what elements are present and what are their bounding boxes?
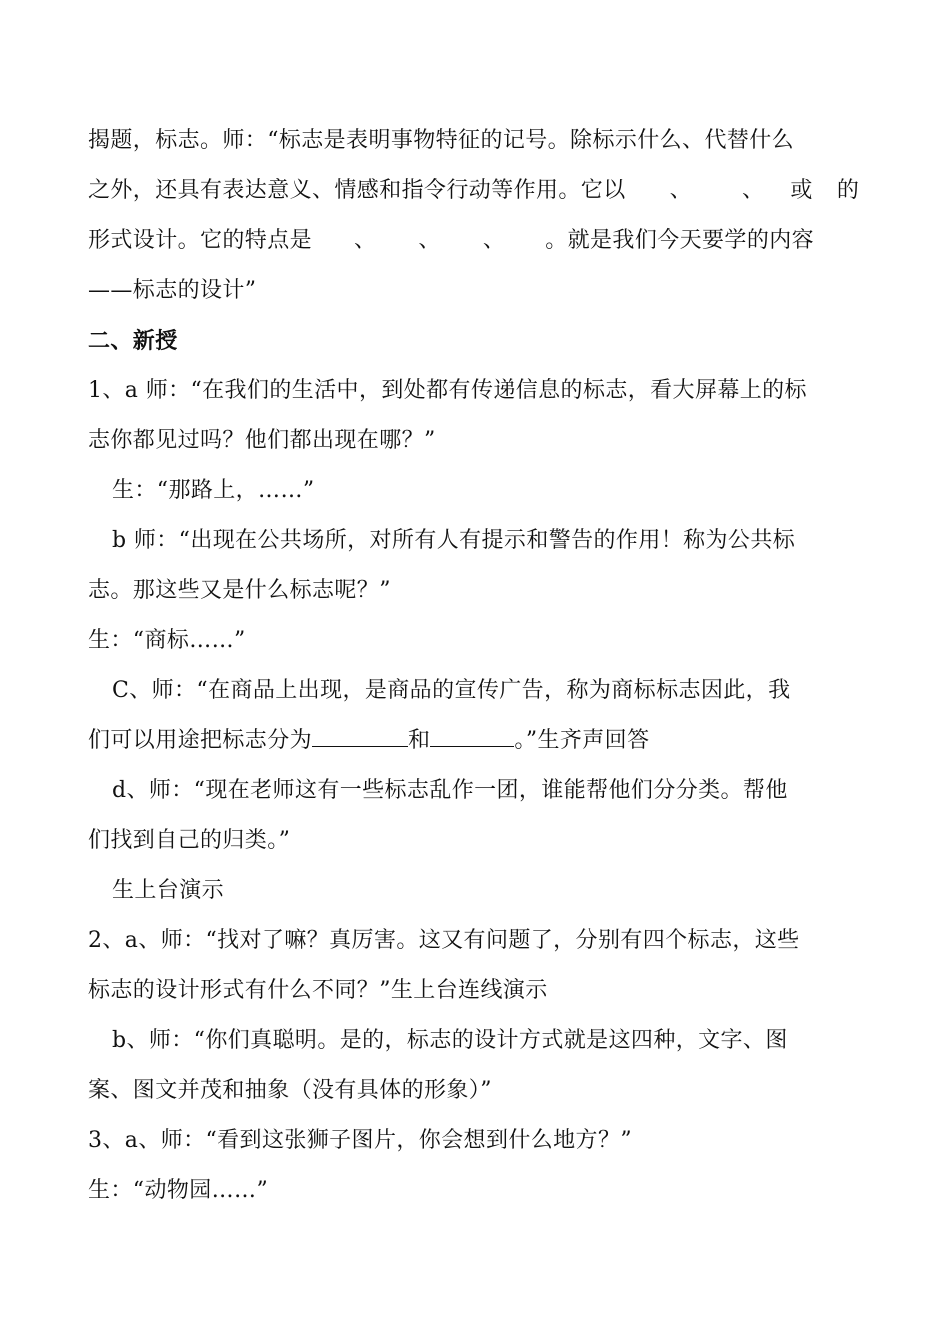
paragraph-line: 揭题，标志。师：“标志是表明事物特征的记号。除标示什么、代替什么 [88, 128, 795, 153]
fill-in-blank [312, 726, 408, 747]
paragraph-line [88, 726, 868, 756]
text-segment: 和 [408, 728, 431, 753]
text-segment: 之外，还具有表达意义、情感和指令行动等作用。它以 [88, 178, 626, 203]
student-reply: 生：“那路上，……” [112, 478, 315, 503]
paragraph-line: ——标志的设计” [88, 278, 257, 303]
text-segment: 或 [790, 178, 813, 203]
student-reply: 生：“动物园……” [88, 1178, 269, 1203]
text-segment: 、 [482, 228, 506, 253]
section-heading: 二、新授 [88, 328, 178, 354]
paragraph-line: 2、a、师：“找对了嘛？真厉害。这又有问题了，分别有四个标志，这些 [88, 928, 800, 953]
paragraph-line: 标志的设计形式有什么不同？”生上台连线演示 [88, 978, 548, 1003]
paragraph-line: 志。那这些又是什么标志呢？” [88, 578, 391, 603]
paragraph-line [88, 176, 868, 206]
text-segment: 的 [836, 178, 860, 203]
text-segment: 。就是我们今天要学的内容 [545, 228, 815, 253]
fill-in-blank [430, 726, 514, 747]
text-segment: 、 [742, 178, 765, 203]
paragraph-line: 3、a、师：“看到这张狮子图片，你会想到什么地方？” [88, 1128, 633, 1153]
paragraph-line: b 师：“出现在公共场所，对所有人有提示和警告的作用！称为公共标 [112, 528, 796, 553]
paragraph-line: 生上台演示 [112, 878, 225, 903]
paragraph-line: 案、图文并茂和抽象（没有具体的形象）” [88, 1078, 492, 1103]
text-segment: 、 [354, 228, 377, 253]
student-reply: 生：“商标……” [88, 628, 246, 653]
paragraph-line: 们找到自己的归类。” [88, 828, 291, 853]
paragraph-line: 志你都见过吗？他们都出现在哪？” [88, 428, 436, 453]
paragraph-line: b、师：“你们真聪明。是的，标志的设计方式就是这四种，文字、图 [112, 1028, 788, 1053]
paragraph-line: 1、a 师：“在我们的生活中，到处都有传递信息的标志，看大屏幕上的标 [88, 378, 807, 403]
text-segment: 们可以用途把标志分为 [88, 728, 313, 753]
text-segment: 形式设计。它的特点是 [88, 228, 313, 253]
paragraph-line [88, 226, 868, 256]
text-segment: 、 [669, 178, 693, 203]
paragraph-line: d、师：“现在老师这有一些标志乱作一团，谁能帮他们分分类。帮他 [112, 778, 788, 803]
paragraph-line: C、师：“在商品上出现，是商品的宣传广告，称为商标标志因此，我 [112, 678, 791, 703]
text-segment: 、 [418, 228, 441, 253]
text-segment: 。”生齐声回答 [514, 728, 650, 753]
